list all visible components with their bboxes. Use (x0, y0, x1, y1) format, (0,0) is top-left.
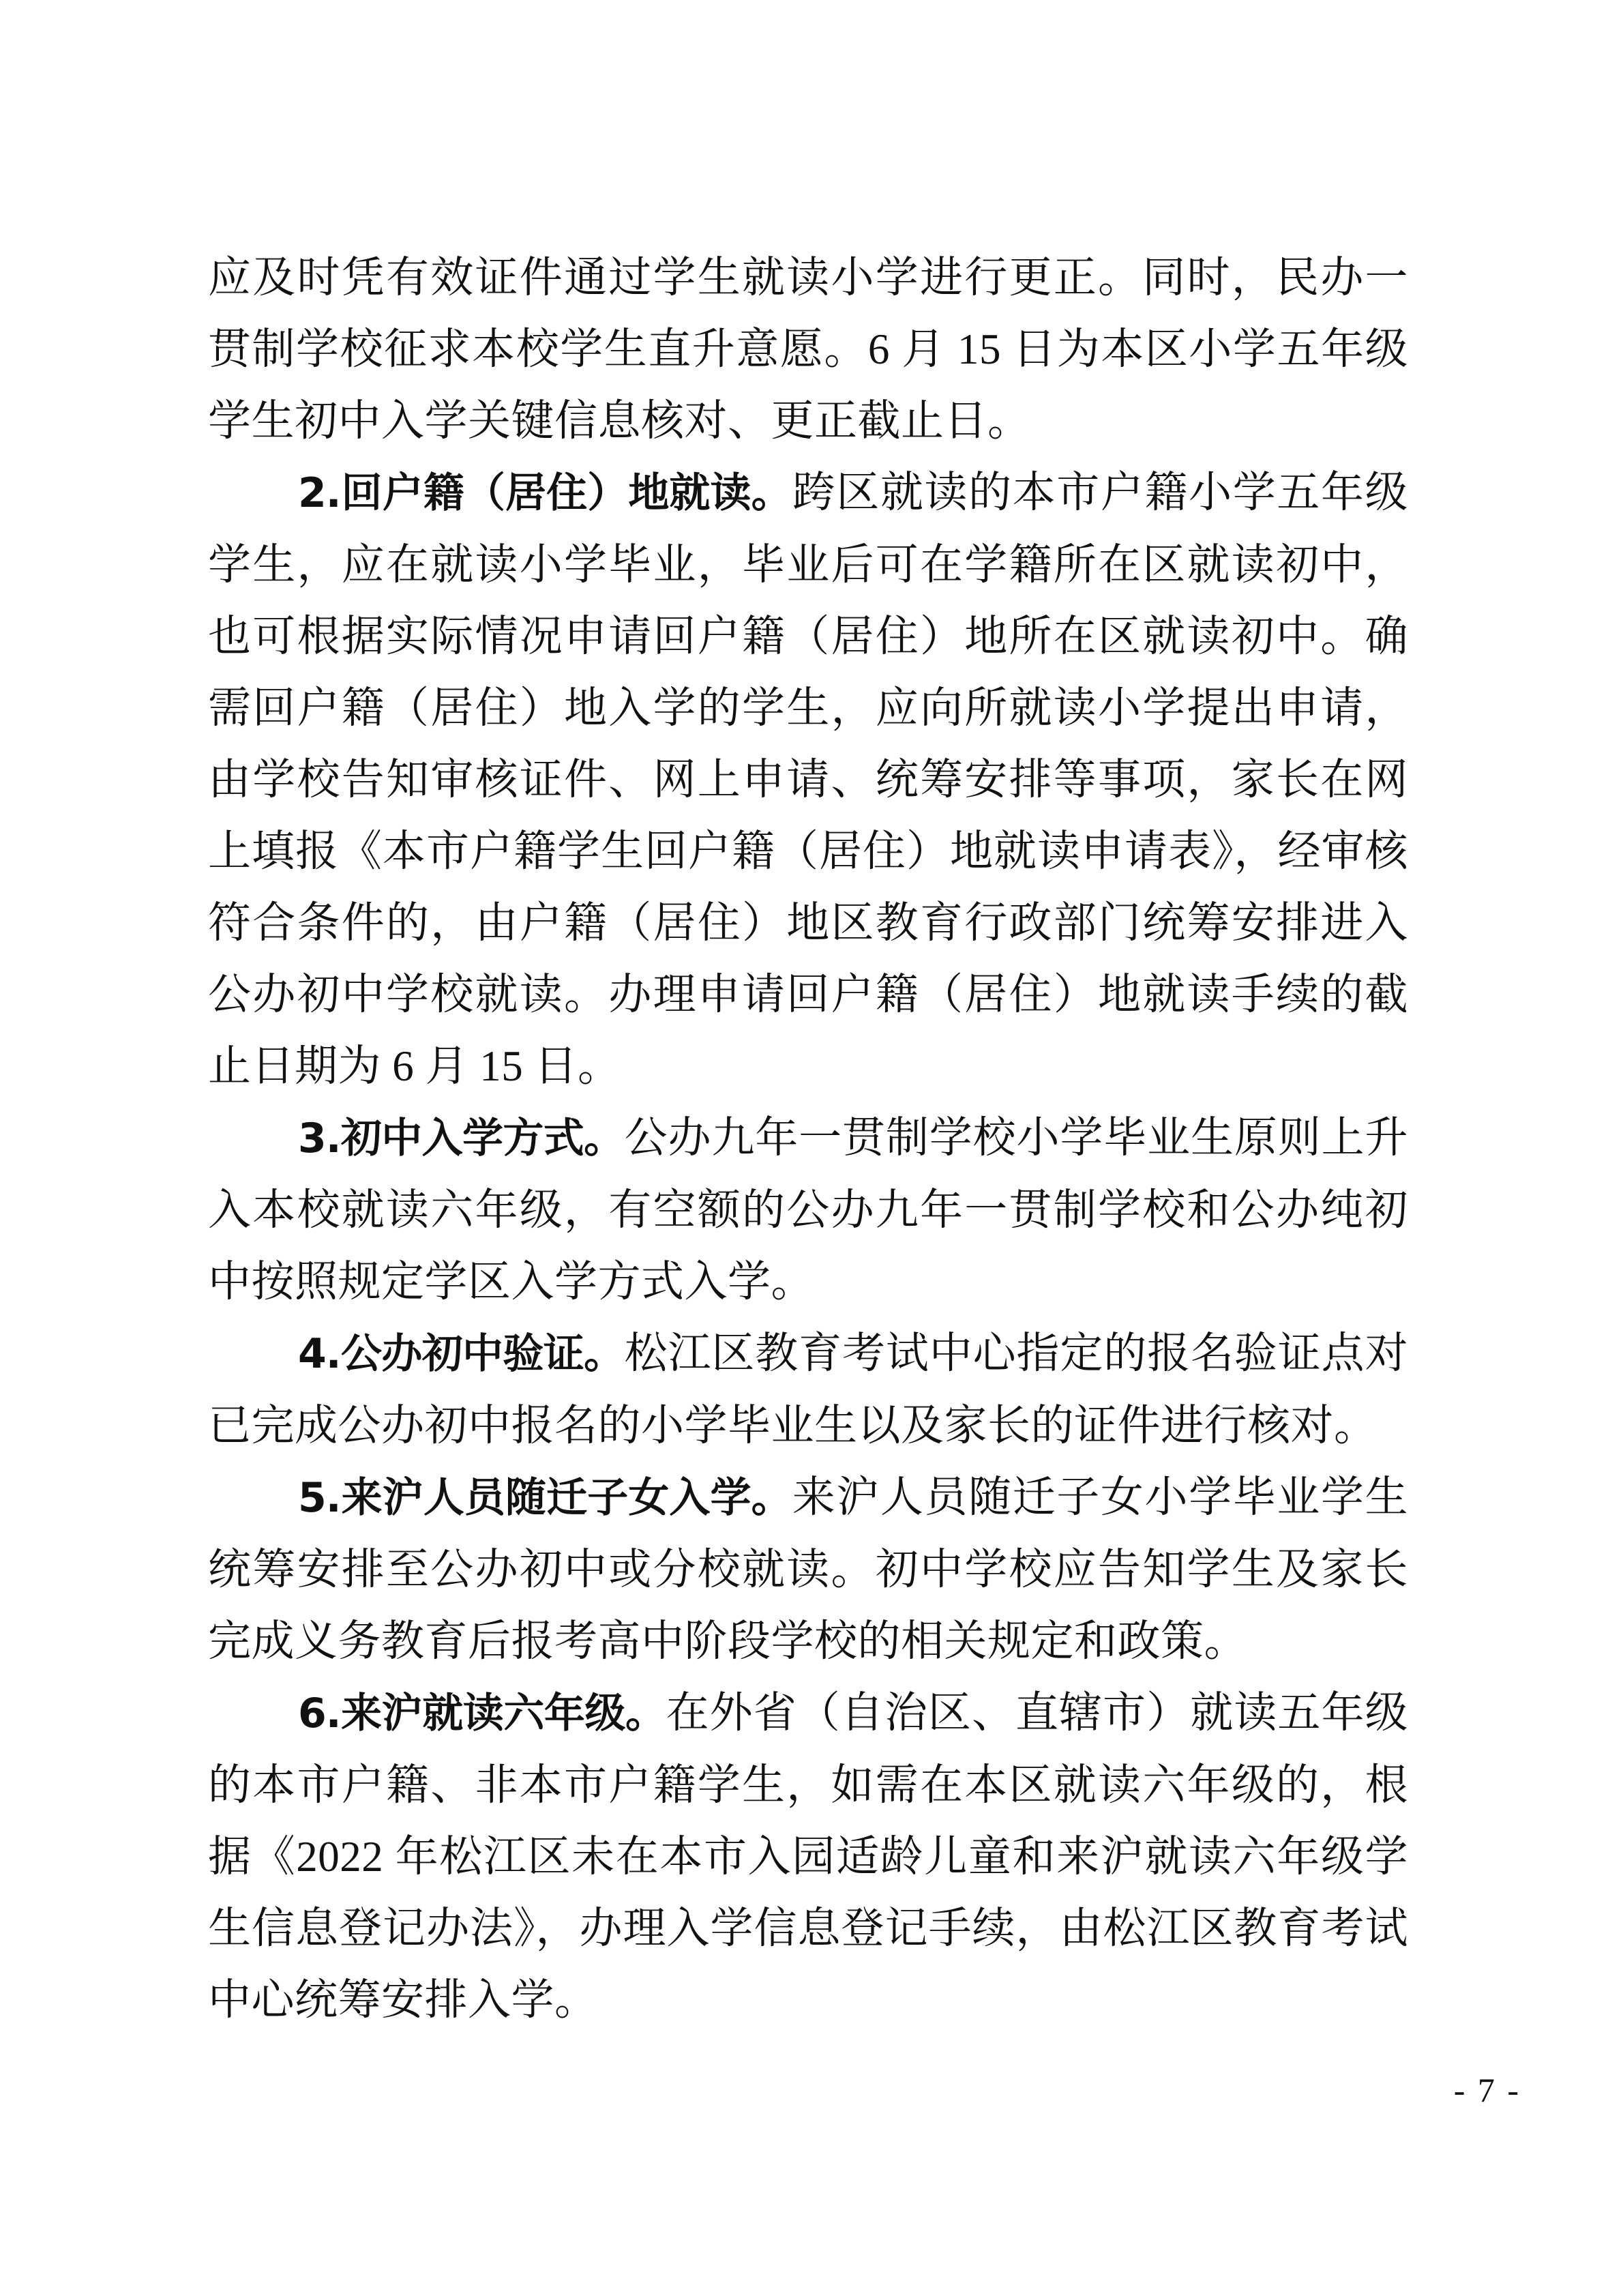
paragraph-lead-label: 2.回户籍（居住）地就读。 (298, 469, 792, 517)
paragraph-item-6 (208, 1677, 1408, 2036)
paragraph-item-2 (208, 457, 1408, 1102)
paragraph-text: 在外省（自治区、直辖市）就读五年级的本市户籍、非本市户籍学生，如需在本区就读六年级的，根据《2022 年松江区未在本市入园适龄儿童和来沪就读六年级学生信息登记办法》，办理入学信息登记手续，由松江区教育考试中心统筹安排入学。 (208, 1689, 1409, 2024)
paragraph-lead-label: 3.初中入学方式。 (298, 1115, 625, 1162)
paragraph-text: 应及时凭有效证件通过学生就读小学进行更正。同时，民办一贯制学校征求本校学生直升意愿。6 月 15 日为本区小学五年级学生初中入学关键信息核对、更正截止日。 (208, 254, 1408, 445)
paragraph-text: 跨区就读的本市户籍小学五年级学生，应在就读小学毕业，毕业后可在学籍所在区就读初中，也可根据实际情况申请回户籍（居住）地所在区就读初中。确需回户籍（居住）地入学的学生，应向所就读小学提出申请，由学校告知审核证件、网上申请、统筹安排等事项，家长在网上填报《本市户籍学生回户籍（居住）地就读申请表》，经审核符合条件的，由户籍（居住）地区教育行政部门统筹安排进入公办初中学校就读。办理申请回户籍（居住）地就读手续的截止日期为 6 月 15 日。 (208, 469, 1408, 1090)
paragraph-item-4 (208, 1318, 1408, 1462)
paragraph-text: 松江区教育考试中心指定的报名验证点对已完成公办初中报名的小学毕业生以及家长的证件进行核对。 (208, 1329, 1409, 1449)
paragraph-item-5 (208, 1462, 1408, 1677)
paragraph-text: 来沪人员随迁子女小学毕业学生统筹安排至公办初中或分校就读。初中学校应告知学生及家长完成义务教育后报考高中阶段学校的相关规定和政策。 (208, 1473, 1408, 1665)
paragraph-lead-label: 6.来沪就读六年级。 (298, 1690, 666, 1737)
paragraph-continued (208, 242, 1408, 457)
paragraph-lead-label: 5.来沪人员随迁子女入学。 (298, 1474, 792, 1522)
page-body-text (208, 242, 1408, 2036)
paragraph-lead-label: 4.公办初中验证。 (298, 1330, 625, 1378)
paragraph-item-3 (208, 1102, 1408, 1318)
page-number: - 7 - (1453, 2071, 1521, 2109)
paragraph-text: 公办九年一贯制学校小学毕业生原则上升入本校就读六年级，有空额的公办九年一贯制学校和公办纯初中按照规定学区入学方式入学。 (208, 1114, 1409, 1306)
